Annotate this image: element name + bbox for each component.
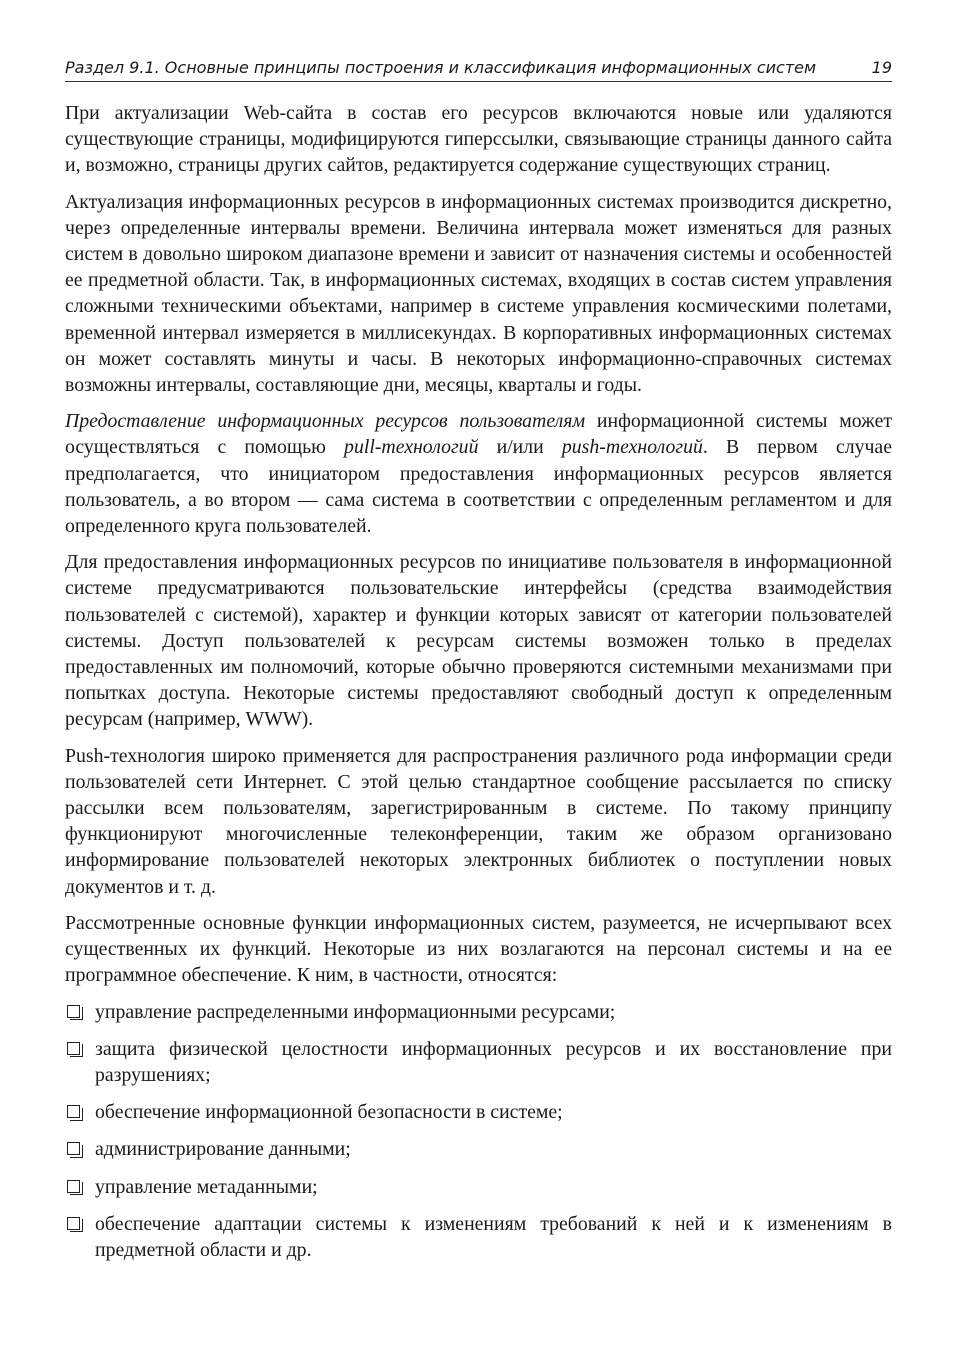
list-item-text: обеспечение информационной безопасности в системе; [95, 1101, 563, 1124]
list-item [65, 1211, 892, 1263]
paragraph-3-text-a: информационной системы может осуществляться с помощью [65, 410, 892, 459]
list-item-text: администрирование данными; [95, 1138, 351, 1161]
list-item-text: управление метаданными; [95, 1175, 318, 1198]
paragraph-3-text-b: и/или [478, 436, 562, 459]
paragraph-2: Актуализация информационных ресурсов в информационных системах производится дискретно, через определенные интервалы времени. Величина интервала может изменяться для разных систем в довольно широком диапазоне времени и зависит от назначения системы и особенностей ее предметной области. Так, в информационных системах, входящих в состав систем управления сложными техническими объектами, например в системе управления космическими полетами, временной интервал измеряется в миллисекундах. В корпоративных информационных системах он может составлять минуты и часы. В некоторых информационно-справочных системах возможны интервалы, составляющие дни, месяцы, кварталы и годы. [65, 190, 892, 397]
paragraph-3-text-c: . В первом случае предполагается, что инициатором предоставления информационных ресурсов является пользователь, а во втором — сама система в соответствии с определенным регламентом и для определенного круга пользователей. [65, 436, 892, 538]
paragraph-1: При актуализации Web-сайта в состав его ресурсов включаются новые или удаляются существующие страницы, модифицируются гиперссылки, связывающие страницы данного сайта и, возможно, страницы других сайтов, редактируется содержание существующих страниц. [65, 102, 892, 177]
paragraph-6: Рассмотренные основные функции информационных систем, разумеется, не исчерпывают всех существенных их функций. Некоторые из них возлагаются на персонал системы и на ее программное обеспечение. К ним, в частности, относятся: [65, 911, 892, 987]
paragraph-5: Push-технология широко применяется для распространения различного рода информации среди пользователей сети Интернет. С этой целью стандартное сообщение рассылается по списку рассылки всем пользователям, зарегистрированным в системе. По такому принципу функционируют многочисленные телеконференции, таким же образом организовано информирование пользователей некоторых электронных библиотек о поступлении новых документов и т. д. [65, 744, 892, 898]
page-number: 19 [871, 58, 892, 77]
list-item [65, 999, 892, 1025]
function-list [65, 999, 892, 1264]
list-item-text: защита физической целостности информационных ресурсов и их восстановление при разрушениях; [95, 1037, 892, 1086]
checkbox-bullet-icon [67, 1005, 80, 1018]
list-item-text: управление распределенными информационными ресурсами; [95, 1000, 616, 1023]
page-body [65, 100, 892, 1274]
italic-term-pull: pull-технологий [344, 436, 479, 459]
list-item [65, 1099, 892, 1125]
running-header [65, 55, 892, 82]
section-title: Раздел 9.1. Основные принципы построения и классификация информационных систем [65, 58, 817, 77]
paragraph-3 [65, 408, 892, 539]
checkbox-bullet-icon [67, 1142, 80, 1155]
italic-term-push: push-технологий [561, 436, 703, 459]
checkbox-bullet-icon [67, 1105, 80, 1118]
list-item [65, 1036, 892, 1088]
list-item-text: обеспечение адаптации системы к изменениям требований к ней и к изменениям в предметной области и др. [95, 1212, 892, 1261]
italic-term-resources: Предоставление информационных ресурсов пользователям [65, 410, 586, 433]
checkbox-bullet-icon [67, 1180, 80, 1193]
checkbox-bullet-icon [67, 1217, 80, 1230]
paragraph-4: Для предоставления информационных ресурсов по инициативе пользователя в информационной системе предусматриваются пользовательские интерфейсы (средства взаимодействия пользователей с системой), характер и функции которых зависят от категории пользователей системы. Доступ пользователей к ресурсам системы возможен только в пределах предоставленных им полномочий, которые обычно проверяются системными механизмами при попытках доступа. Некоторые системы предоставляют свободный доступ к определенным ресурсам (например, WWW). [65, 551, 892, 731]
checkbox-bullet-icon [67, 1042, 80, 1055]
list-item [65, 1174, 892, 1200]
list-item [65, 1136, 892, 1162]
